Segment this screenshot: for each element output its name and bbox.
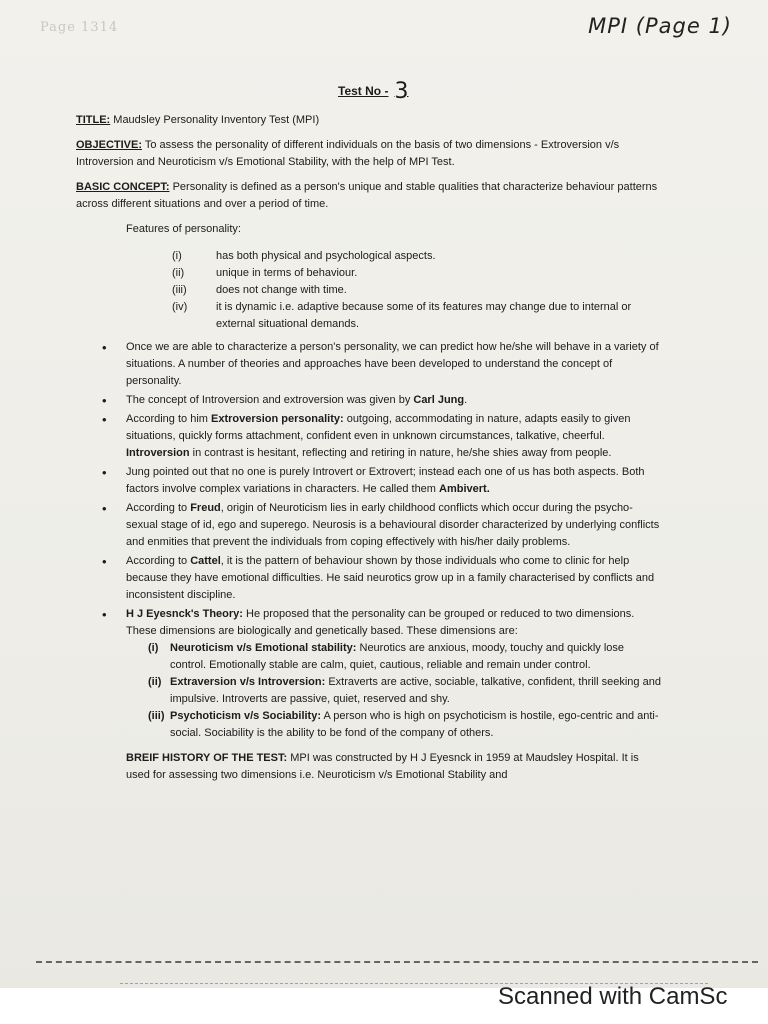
dashed-divider <box>36 961 758 963</box>
dimension-title: Psychoticism v/s Sociability: <box>170 710 322 722</box>
concept-bullets <box>76 339 661 742</box>
dimension-text: Neurotics are anxious, moody, touchy and quickly lose control. Emotionally stable are calm, quiet, cautious, reliable and remain under control. <box>170 642 625 671</box>
dimension-title: Extraversion v/s Introversion: <box>170 676 326 688</box>
faint-header: Page 1314 <box>40 20 119 35</box>
history-text: MPI was constructed by H J Eyesnck in 1959 at Maudsley Hospital. It is used for assessing two dimensions i.e. Neuroticism v/s Emotional Stability and <box>126 752 639 781</box>
features-title: Features of personality: <box>126 223 241 235</box>
bullet-text: outgoing, accommodating in nature, adapts easily to given situations, quickly forms attachment, confident even in unknown circumstances, talkative, cheerful. <box>126 413 631 442</box>
dimension-item <box>148 640 661 674</box>
feature-number: (iv) <box>172 301 188 313</box>
bullet-text: , origin of Neuroticism lies in early childhood conflicts which occur during the psycho-sexual stage of id, ego and superego. Neurosis is a behavioural disorder characterized by underlying conflicts and enmities that prevent the individuals from coping effectively with his/her daily problems. <box>126 502 660 548</box>
bullet-bold: Ambivert. <box>439 483 490 495</box>
feature-text: it is dynamic i.e. adaptive because some of its features may change due to internal or external situational demands. <box>216 301 632 330</box>
dimension-number: (i) <box>148 642 159 654</box>
bullet-text: in contrast is hesitant, reflecting and retiring in nature, he/she shies away from people. <box>189 447 612 459</box>
objective-text: To assess the personality of different individuals on the basis of two dimensions - Extroversion v/s Introversion and Neuroticism v/s Emotional Stability, with the help of MPI Test. <box>76 139 620 168</box>
dimension-number: (iii) <box>148 710 165 722</box>
bullet-item <box>76 500 661 551</box>
handwritten-page-label: MPI (Page 1) <box>588 14 732 38</box>
bullet-item <box>76 464 661 498</box>
bullet-text: Jung pointed out that no one is purely Introvert or Extrovert; instead each one of us has both aspects. Both factors involve complex variations in characters. He called them <box>126 466 645 495</box>
test-number <box>338 76 409 104</box>
feature-number: (ii) <box>172 267 185 279</box>
bullet-item <box>76 392 661 409</box>
objective-paragraph <box>76 137 661 171</box>
test-number-value: 3 <box>394 79 409 104</box>
dimension-body <box>170 640 661 674</box>
bullet-bold: Cattel <box>190 555 221 567</box>
feature-item <box>172 248 661 265</box>
bullet-item <box>76 606 661 742</box>
dimension-item <box>148 674 661 708</box>
bullet-item <box>76 553 661 604</box>
feature-item <box>172 265 661 282</box>
basic-concept-paragraph <box>76 179 661 213</box>
dimension-body <box>170 674 661 708</box>
bullet-bold: Freud <box>190 502 221 514</box>
history-paragraph <box>76 750 661 784</box>
bullet-bold: Introversion <box>126 447 190 459</box>
bullet-text: He proposed that the personality can be grouped or reduced to two dimensions. These dimensions are biologically and genetically based. These dimensions are: <box>126 608 635 637</box>
bullet-item <box>76 339 661 390</box>
dimensions-list <box>126 640 661 742</box>
dimension-text: A person who is high on psychoticism is hostile, ego-centric and anti-social. Sociability is the ability to be fond of the company of others. <box>170 710 659 739</box>
feature-number: (iii) <box>172 284 187 296</box>
bullet-text: According to <box>126 555 191 567</box>
dimension-number: (ii) <box>148 676 162 688</box>
feature-text: does not change with time. <box>216 284 347 296</box>
camscanner-watermark: Scanned with CamSc <box>498 983 728 1010</box>
test-number-label: Test No - <box>338 84 389 98</box>
bullet-bold: H J Eyesnck's Theory: <box>126 608 243 620</box>
dimension-title: Neuroticism v/s Emotional stability: <box>170 642 357 654</box>
feature-item <box>172 299 661 333</box>
feature-item <box>172 282 661 299</box>
bullet-text: . <box>464 394 468 406</box>
basic-concept-label: BASIC CONCEPT: <box>76 181 170 193</box>
bullet-text: , it is the pattern of behaviour shown by those individuals who come to clinic for help because they have emotional difficulties. He said neurotics grow up in a family characterised by conflicts and inconsistent discipline. <box>126 555 655 601</box>
document-body <box>76 112 661 792</box>
feature-number: (i) <box>172 250 182 262</box>
title-paragraph <box>76 112 661 129</box>
dimension-body <box>170 708 661 742</box>
history-label: BREIF HISTORY OF THE TEST: <box>126 752 288 764</box>
title-text: Maudsley Personality Inventory Test (MPI) <box>113 114 320 126</box>
bullet-text: According to <box>126 502 191 514</box>
bullet-item <box>76 411 661 462</box>
feature-text: has both physical and psychological aspects. <box>216 250 436 262</box>
title-label: TITLE: <box>76 114 111 126</box>
basic-concept-text: Personality is defined as a person's unique and stable qualities that characterize behaviour patterns across different situations and over a period of time. <box>76 181 658 210</box>
bullet-bold: Carl Jung <box>413 394 465 406</box>
bullet-text: Once we are able to characterize a person's personality, we can predict how he/she will behave in a variety of situations. A number of theories and approaches have been developed to understand the concept of personality. <box>126 341 659 387</box>
dimension-text: Extraverts are active, sociable, talkative, confident, thrill seeking and impulsive. Introverts are passive, quiet, reserved and shy. <box>170 676 661 705</box>
bullet-bold: Extroversion personality: <box>210 413 344 425</box>
dimension-item <box>148 708 661 742</box>
feature-text: unique in terms of behaviour. <box>216 267 358 279</box>
features-list <box>172 248 661 333</box>
objective-label: OBJECTIVE: <box>76 139 143 151</box>
bullet-text: According to him <box>126 413 211 425</box>
bullet-text: The concept of Introversion and extroversion was given by <box>126 394 414 406</box>
